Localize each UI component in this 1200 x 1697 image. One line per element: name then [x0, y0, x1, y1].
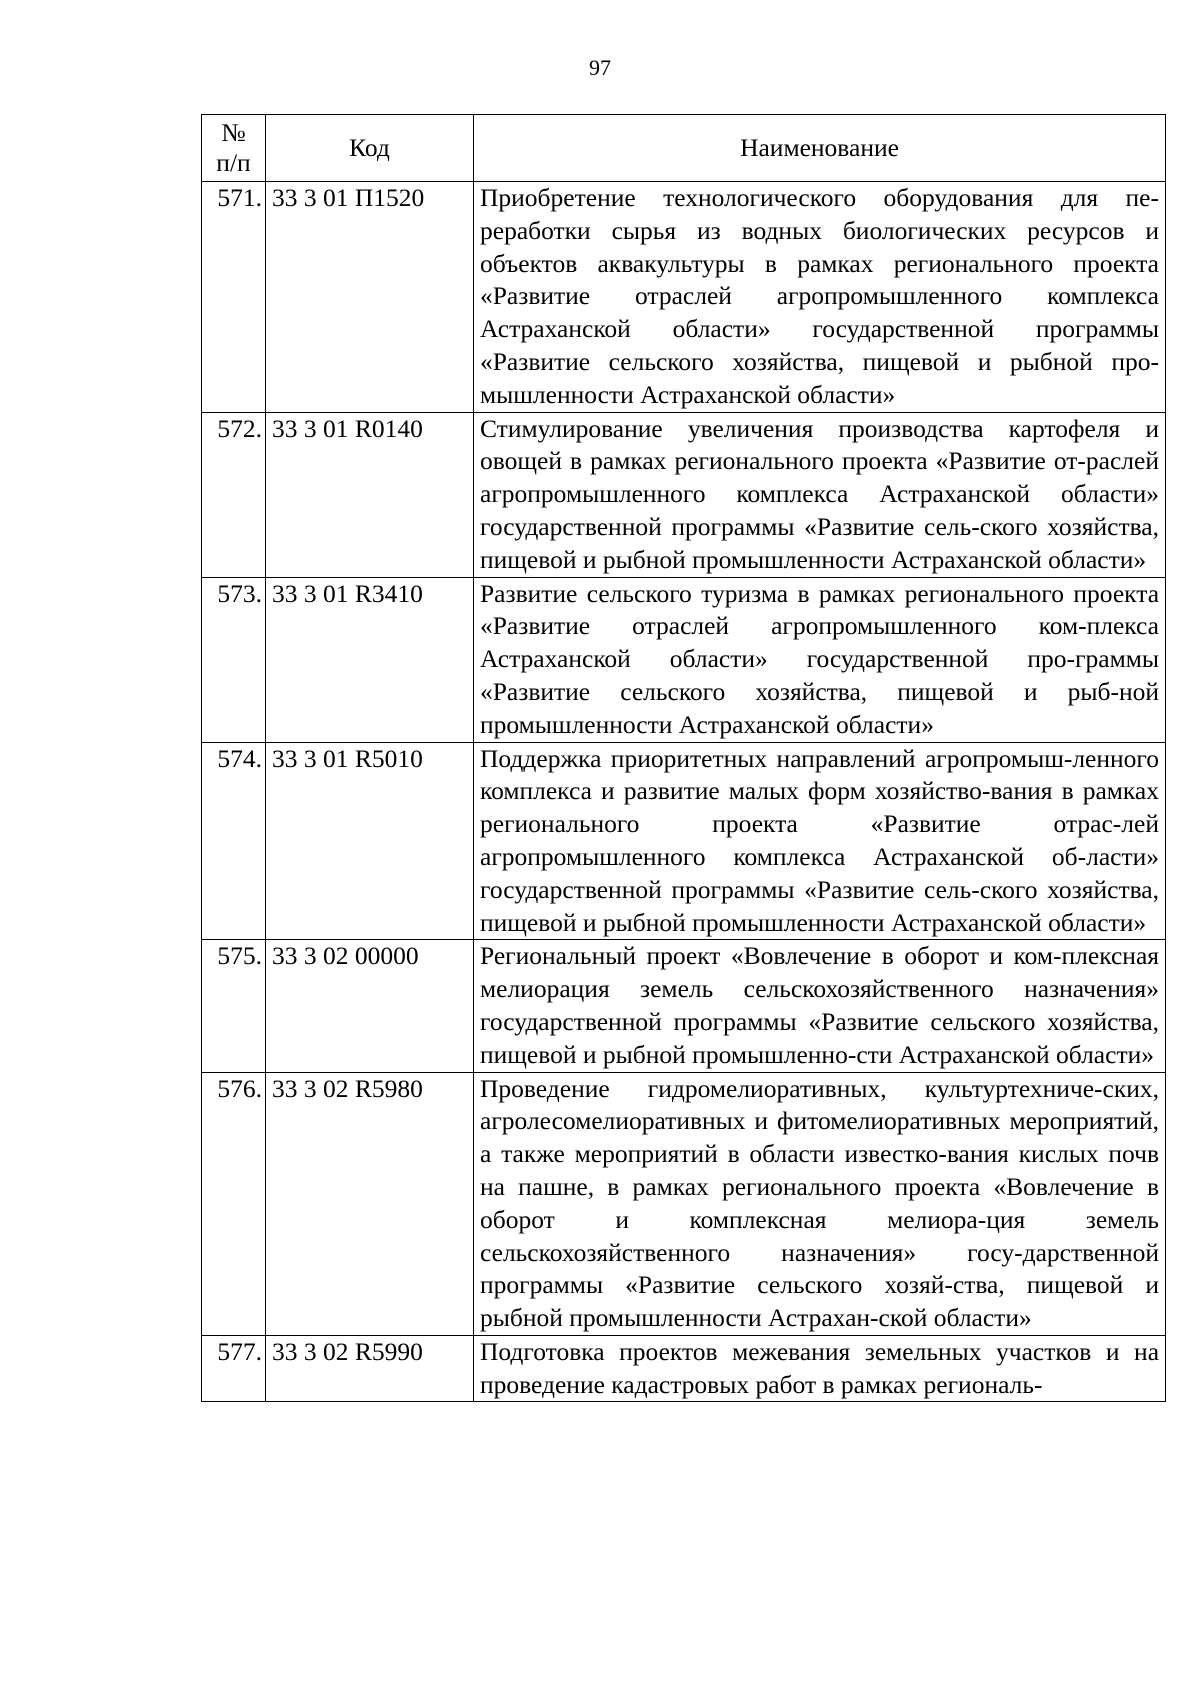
- row-number: 573.: [202, 577, 266, 742]
- row-name-line: дарственной программы «Развитие сельского хозяй-: [480, 1237, 1159, 1300]
- row-number: 572.: [202, 412, 266, 577]
- row-name: [474, 940, 1166, 1072]
- budget-code-table: [201, 114, 1166, 1402]
- row-name-line: граммы «Развитие сельского хозяйства, пищевой и рыб-: [480, 644, 1159, 706]
- table-row: [202, 742, 1166, 940]
- row-name-line: ских, агролесомелиоративных и фитомелиоративных: [480, 1073, 1159, 1136]
- table-header-row: [202, 115, 1166, 182]
- row-name-line: ция земель сельскохозяйственного назначения» госу-: [480, 1204, 1159, 1267]
- row-name-line: вания в рамках регионального проекта «Развитие отрас-: [480, 776, 1159, 839]
- row-name: [474, 412, 1166, 577]
- table-row: [202, 577, 1166, 742]
- row-name-line: Поддержка приоритетных направлений агропромыш-: [480, 743, 1073, 773]
- row-name-line: объектов аквакультуры в рамках регионального проекта: [480, 248, 1159, 278]
- row-number: 575.: [202, 940, 266, 1072]
- row-name-line: овощей в рамках регионального проекта «Развитие от-: [480, 446, 1086, 476]
- row-name: [474, 182, 1166, 413]
- row-name-line: ского хозяйства, пищевой и рыбной промышленности: [480, 511, 1159, 574]
- row-name-line: вания кислых почв на пашне, в рамках регионального: [480, 1139, 1160, 1201]
- header-num-symbol: №: [221, 118, 246, 147]
- row-name-line: раслей агропромышленного комплекса Астраханской: [480, 446, 1159, 509]
- header-row-number: [202, 115, 266, 182]
- row-name: [474, 577, 1166, 742]
- row-number: 571.: [202, 182, 266, 413]
- row-name-line: Проведение гидромелиоративных, культуртехниче-: [480, 1073, 1103, 1103]
- row-name-line: «Развитие сельского хозяйства, пищевой и рыбной про-: [480, 346, 1159, 376]
- table-body: [202, 182, 1166, 1402]
- header-num-abbrev: п/п: [216, 148, 251, 177]
- row-name-line: назначения» государственной программы «Развитие: [480, 974, 1159, 1036]
- table-row: [202, 940, 1166, 1072]
- row-name-line: Развитие сельского туризма в рамках регионального: [480, 578, 1065, 608]
- row-name-line: проекта «Развитие отраслей агропромышленного ком-: [480, 578, 1160, 641]
- row-name: [474, 742, 1166, 940]
- row-code: 33 3 02 00000: [266, 940, 474, 1072]
- row-name-line: реработки сырья из водных биологических ресурсов и: [480, 215, 1159, 245]
- row-number: 576.: [202, 1072, 266, 1335]
- row-code: 33 3 01 П1520: [266, 182, 474, 413]
- row-number: 574.: [202, 742, 266, 940]
- row-name: [474, 1072, 1166, 1335]
- row-name-line: ской области»: [878, 1303, 1032, 1333]
- row-name-line: на проведение кадастровых работ в рамках региональ-: [480, 1336, 1160, 1399]
- header-name: Наименование: [474, 115, 1166, 182]
- table-row: [202, 1335, 1166, 1402]
- row-number: 577.: [202, 1335, 266, 1402]
- row-code: 33 3 01 R5010: [266, 742, 474, 940]
- row-name-line: Астраханской области»: [890, 544, 1147, 574]
- row-code: 33 3 02 R5980: [266, 1072, 474, 1335]
- row-name: [474, 1335, 1166, 1402]
- row-name-line: плексная мелиорация земель сельскохозяйственного: [480, 941, 1159, 1004]
- table-row: [202, 412, 1166, 577]
- row-name-line: Приобретение технологического оборудования для пе-: [480, 183, 1159, 212]
- table-row: [202, 182, 1166, 413]
- row-name-line: лей агропромышленного комплекса Астраханской об-: [480, 809, 1159, 871]
- row-name-line: «Развитие отраслей агропромышленного комплекса: [480, 281, 1159, 311]
- row-name-line: Региональный проект «Вовлечение в оборот и ком-: [480, 941, 1062, 971]
- row-name-line: Астраханской области»: [890, 907, 1147, 937]
- row-code: 33 3 02 R5990: [266, 1335, 474, 1402]
- row-name-line: ленного комплекса и развитие малых форм хозяйство-: [480, 743, 1159, 806]
- row-name-line: Стимулирование увеличения производства картофеля и: [480, 413, 1159, 443]
- header-code: Код: [266, 115, 474, 182]
- row-name-line: ства, пищевой и рыбной промышленности Астрахан-: [480, 1270, 1159, 1333]
- row-name-line: ского хозяйства, пищевой и рыбной промышленности: [480, 874, 1159, 937]
- row-name-line: сельского хозяйства, пищевой и рыбной промышленно-: [480, 1006, 1159, 1069]
- row-name-line: сти Астраханской области»: [856, 1039, 1154, 1069]
- row-code: 33 3 01 R0140: [266, 412, 474, 577]
- row-name-line: области» государственной программы «Развитие сель-: [480, 479, 1160, 541]
- row-name-line: Астраханской области» государственной программы: [480, 314, 1159, 344]
- row-name-line: проекта «Вовлечение в оборот и комплексная мелиора-: [480, 1171, 1159, 1234]
- row-name-line: Подготовка проектов межевания земельных участков и: [480, 1336, 1120, 1366]
- page-number: 97: [589, 55, 611, 80]
- row-name-line: мероприятий, а также мероприятий в области известко-: [480, 1106, 1159, 1169]
- row-name-line: ной промышленности Астраханской области»: [480, 676, 1159, 739]
- table-row: [202, 1072, 1166, 1335]
- row-code: 33 3 01 R3410: [266, 577, 474, 742]
- row-name-line: мышленности Астраханской области»: [480, 379, 896, 409]
- row-name-line: плекса Астраханской области» государственной про-: [480, 611, 1159, 674]
- row-name-line: ласти» государственной программы «Развитие сель-: [480, 841, 1159, 904]
